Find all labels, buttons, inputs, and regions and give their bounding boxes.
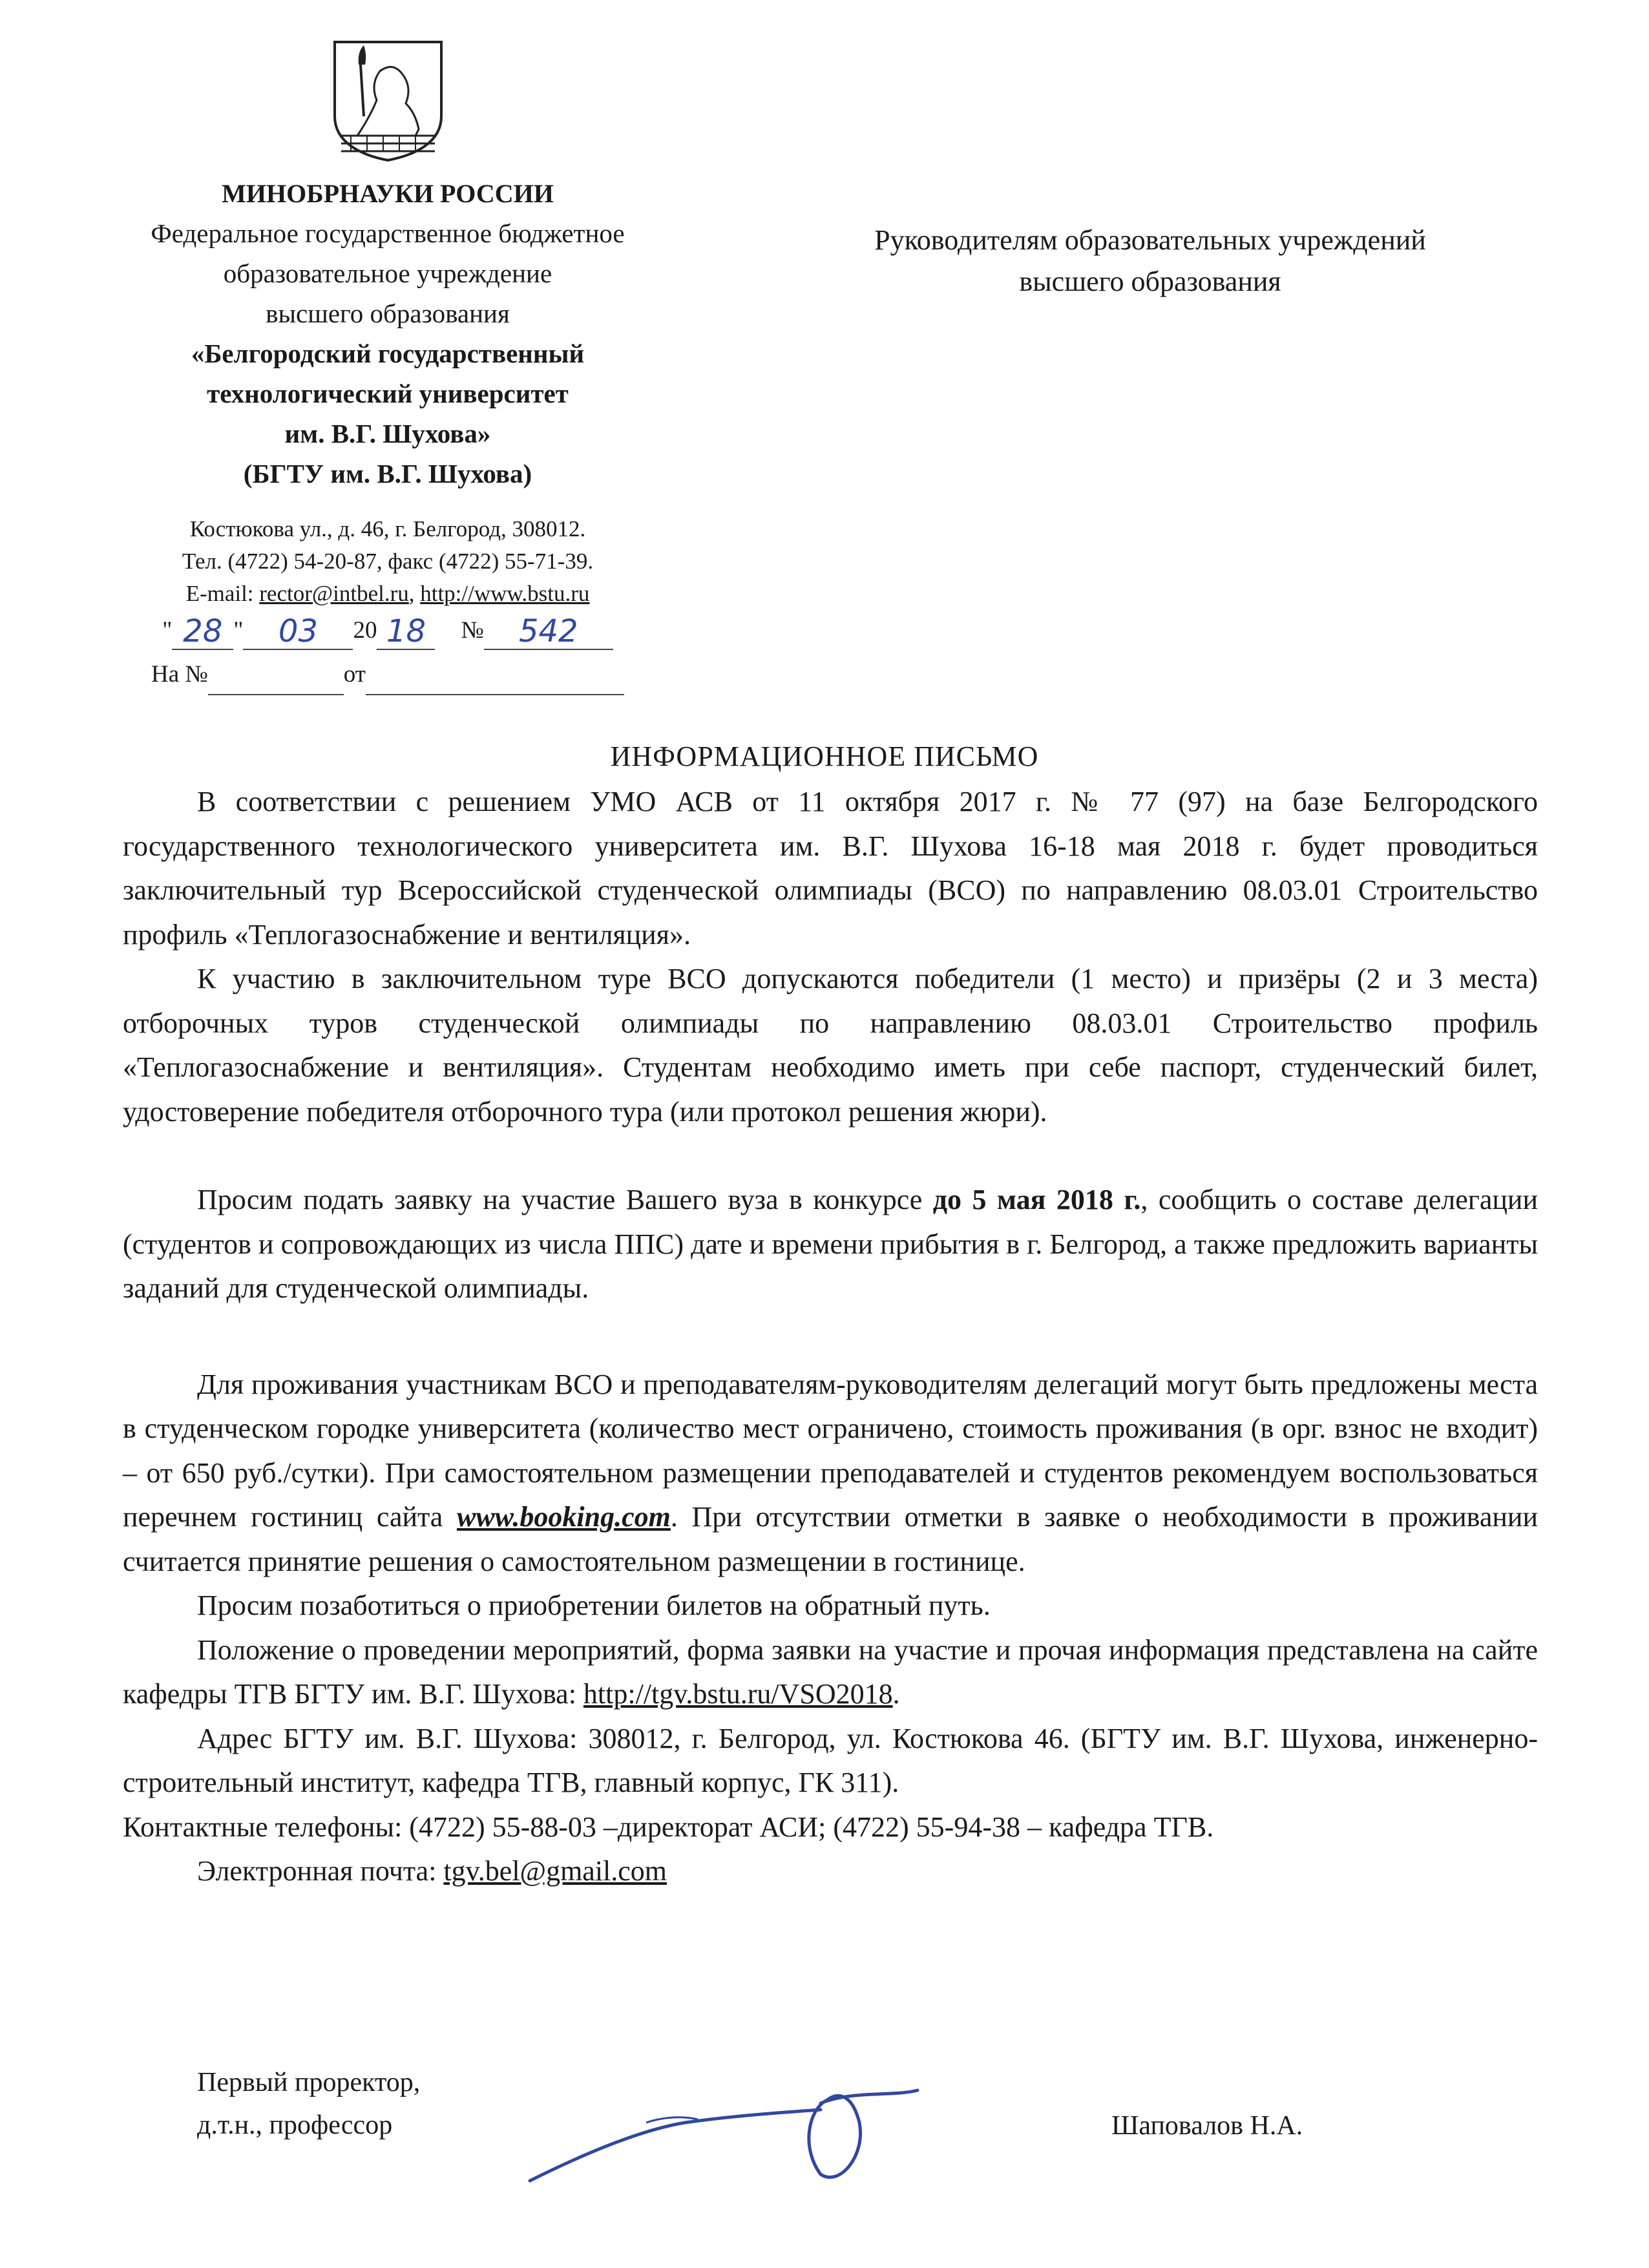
recipient-block	[762, 220, 1538, 302]
paragraph-email	[123, 1849, 1538, 1894]
document-number: 542	[484, 614, 613, 650]
ref-number-label: На №	[151, 661, 208, 688]
letter-title: ИНФОРМАЦИОННОЕ ПИСЬМО	[610, 740, 1039, 772]
paragraph-accommodation	[123, 1363, 1538, 1584]
regulations-text: Положение о проведении мероприятий, форма заявки на участие и прочая информация представлена на сайте кафедры ТГВ БГТУ им. В.Г. Шухова:	[123, 1633, 1538, 1710]
signatory-position	[197, 2061, 420, 2147]
booking-link[interactable]: www.booking.com	[457, 1501, 671, 1533]
spacer	[123, 1311, 1538, 1363]
ref-from-label: от	[343, 661, 366, 688]
email-web-line	[97, 578, 678, 610]
handwritten-signature	[517, 2052, 930, 2200]
reference-line	[97, 654, 678, 695]
ministry-name: МИНОБРНАУКИ РОССИИ	[222, 179, 554, 208]
regulations-period: .	[892, 1678, 900, 1710]
accommodation-text-b: . При отсутствии отметки в заявке о необходимости в проживании считается принятие решения о самостоятельном размещении в гостинице.	[123, 1501, 1538, 1577]
date-month: 03	[243, 614, 353, 650]
paragraph-tickets: Просим позаботиться о приобретении билетов на обратный путь.	[197, 1590, 991, 1621]
ref-date-blank	[366, 664, 624, 695]
postal-address: Костюкова ул., д. 46, г. Белгород, 308012.	[189, 516, 586, 541]
signatory-name: Шаповалов Н.А.	[1111, 2111, 1303, 2141]
contact-email-link[interactable]: tgv.bel@gmail.com	[443, 1855, 667, 1887]
paragraph-olympiad-announcement: В соответствии с решением УМО АСВ от 11 октября 2017 г. № 77 (97) на базе Белгородского государственного технологического университета им. В.Г. Шухова 16-18 мая 2018 г. будет проводиться заключительный тур Всероссийской студенческой олимпиады (ВСО) по направлению 08.03.01 Строительство профиль «Теплогазоснабжение и вентиляция».	[123, 786, 1538, 950]
ref-number-blank	[208, 664, 344, 695]
paragraph-phones: Контактные телефоны: (4722) 55-88-03 –директорат АСИ; (4722) 55-94-38 – кафедра ТГВ.	[123, 1811, 1214, 1843]
org-type-line-2: образовательное учреждение	[223, 258, 552, 288]
recipient-line-2: высшего образования	[1019, 266, 1281, 297]
position-line-2: д.т.н., профессор	[197, 2110, 393, 2140]
website-link[interactable]: http://www.bstu.ru	[420, 581, 590, 606]
outgoing-date-number	[97, 611, 678, 650]
regulations-link[interactable]: http://tgv.bstu.ru/VSO2018	[583, 1678, 893, 1710]
email-label-text: Электронная почта:	[197, 1855, 444, 1887]
university-name-line-2: технологический университет	[207, 379, 569, 408]
org-type-line-1: Федеральное государственное бюджетное	[151, 218, 625, 248]
application-deadline: до 5 мая 2018 г.	[932, 1184, 1141, 1215]
accommodation-text-a: Для проживания участникам ВСО и преподавателям-руководителям делегаций могут быть предложены места в студенческом городке университета (количество мест ограничено, стоимость проживания (в орг. взнос не входит) – от 650 руб./сутки). При самостоятельном размещении преподавателей и студентов рекомендуем воспользоваться перечнем гостиниц сайта	[123, 1368, 1538, 1533]
spacer	[123, 1134, 1538, 1178]
position-line-1: Первый проректор,	[197, 2068, 421, 2097]
date-quote-open: "	[162, 617, 173, 644]
university-abbreviation: (БГТУ им. В.Г. Шухова)	[243, 459, 532, 488]
date-year-prefix: 20	[353, 617, 377, 644]
email-label: E-mail:	[185, 581, 260, 606]
org-type-line-3: высшего образования	[266, 299, 510, 328]
paragraph-application	[123, 1178, 1538, 1311]
email-separator: ,	[408, 581, 421, 606]
application-text-a: Просим подать заявку на участие Вашего вуза в конкурсе	[197, 1184, 933, 1215]
contacts-block	[97, 513, 678, 610]
university-name-line-3: им. В.Г. Шухова»	[284, 419, 491, 448]
letterhead	[97, 39, 678, 695]
date-quote-close: "	[233, 617, 244, 644]
paragraph-address: Адрес БГТУ им. В.Г. Шухова: 308012, г. Белгород, ул. Костюкова 46. (БГТУ им. В.Г. Шухова, инженерно-строительный институт, кафедра ТГВ, главный корпус, ГК 311).	[123, 1722, 1538, 1798]
rector-email-link[interactable]: rector@intbel.ru	[259, 581, 409, 606]
recipient-line-1: Руководителям образовательных учреждений	[874, 224, 1426, 256]
application-text-b: , сообщить о составе делегации (студентов и сопровождающих из числа ППС) дате и времени прибытия в г. Белгород, а также предложить варианты заданий для студенческой олимпиады.	[123, 1184, 1539, 1304]
university-name-line-1: «Белгородский государственный	[191, 339, 585, 368]
letter-body	[123, 780, 1538, 1894]
number-sign: №	[461, 617, 484, 644]
phone-fax: Тел. (4722) 54-20-87, факс (4722) 55-71-39.	[182, 549, 594, 574]
date-year: 18	[377, 614, 435, 650]
paragraph-participation: К участию в заключительном туре ВСО допускаются победители (1 место) и призёры (2 и 3 места) отборочных туров студенческой олимпиады по направлению 08.03.01 Строительство профиль «Теплогазоснабжение и вентиляция». Студентам необходимо иметь при себе паспорт, студенческий билет, удостоверение победителя отборочного тура (или протокол решения жюри).	[123, 963, 1538, 1128]
paragraph-regulations	[123, 1628, 1538, 1717]
date-day: 28	[172, 614, 233, 650]
coat-of-arms-icon	[331, 39, 445, 162]
